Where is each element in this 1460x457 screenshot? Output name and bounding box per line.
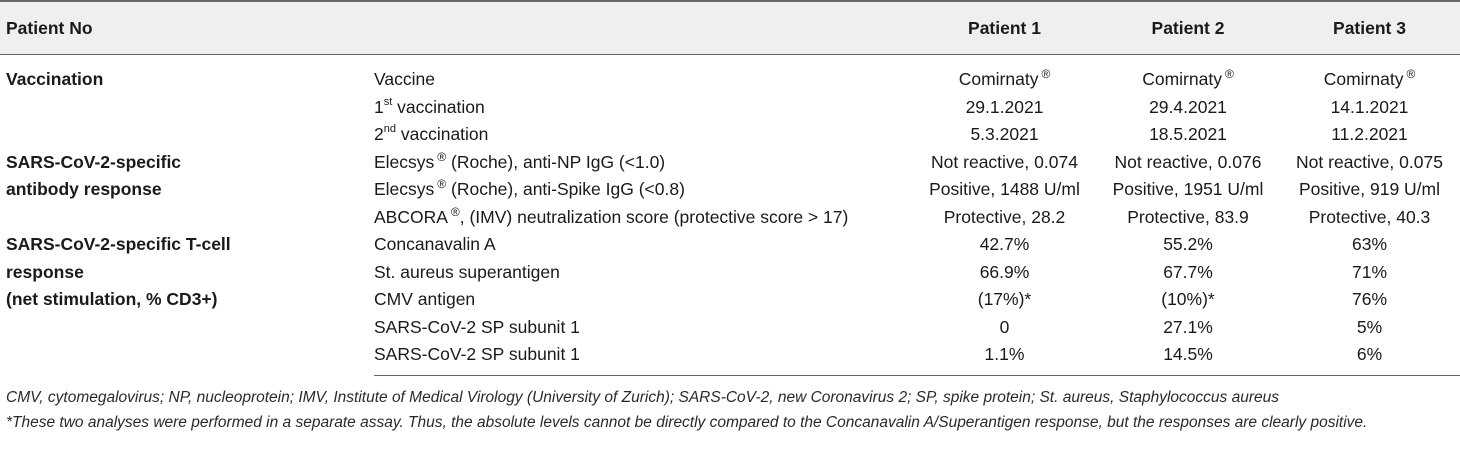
section-label-vaccination: Vaccination xyxy=(6,69,104,89)
table-row xyxy=(0,149,1460,177)
cell: (10%)* xyxy=(1161,289,1215,309)
cell: Positive, 919 U/ml xyxy=(1298,179,1441,199)
row-label: CMV antigen xyxy=(374,289,476,309)
registered-mark: ® xyxy=(1224,67,1234,81)
cell: Protective, 40.3 xyxy=(1308,206,1431,227)
row-label: SARS-CoV-2 SP subunit 1 xyxy=(374,341,912,375)
table-row xyxy=(0,55,1460,94)
row-label: 1st vaccination xyxy=(374,95,485,117)
header-patient-2: Patient 2 xyxy=(1097,1,1279,55)
cell: 14.1.2021 xyxy=(1330,96,1409,117)
row-label: ABCORA ®, (IMV) neutralization score (protective score > 17) xyxy=(374,204,849,227)
row-label: Elecsys ® (Roche), anti-NP IgG (<1.0) xyxy=(374,149,666,172)
header-patient-no: Patient No xyxy=(0,1,374,55)
cell: 66.9% xyxy=(979,261,1030,282)
section-label-antibody: SARS-CoV-2-specific antibody response xyxy=(6,151,182,199)
cell: Protective, 83.9 xyxy=(1127,206,1249,227)
table-row xyxy=(0,231,1460,259)
cell: 0 xyxy=(999,316,1010,337)
registered-mark: ® xyxy=(1041,67,1051,81)
row-label: St. aureus superantigen xyxy=(374,261,560,282)
cell: 18.5.2021 xyxy=(1149,124,1227,144)
cell: 76% xyxy=(1351,289,1388,309)
cell: 67.7% xyxy=(1163,261,1213,282)
header-patient-3: Patient 3 xyxy=(1279,1,1460,55)
row-label: SARS-CoV-2 SP subunit 1 xyxy=(374,316,580,337)
cell: Not reactive, 0.074 xyxy=(931,151,1078,172)
cell: 42.7% xyxy=(979,234,1030,254)
header-patient-1: Patient 1 xyxy=(912,1,1097,55)
cell: 5.3.2021 xyxy=(970,124,1039,144)
cell: Protective, 28.2 xyxy=(943,206,1066,227)
section-label-tcell: SARS-CoV-2-specific T-cell response (net stimulation, % CD3+) xyxy=(6,234,231,309)
cell: Positive, 1488 U/ml xyxy=(929,179,1080,199)
cell: 29.4.2021 xyxy=(1149,96,1227,117)
cell: Positive, 1951 U/ml xyxy=(1112,179,1264,199)
header-row xyxy=(0,1,1460,55)
cell: Not reactive, 0.075 xyxy=(1296,151,1443,172)
cell: 55.2% xyxy=(1163,234,1213,254)
cell: (17%)* xyxy=(977,289,1032,309)
cell: Comirnaty ® xyxy=(958,67,1051,89)
cell: Comirnaty ® xyxy=(1142,67,1234,89)
cell: 14.5% xyxy=(1097,341,1279,375)
footnote-asterisk: *These two analyses were performed in a separate assay. Thus, the absolute levels cannot be directly compared to the Concanavalin A/Superantigen response, but the responses are clearly positive. xyxy=(6,414,1368,431)
cell: 71% xyxy=(1351,261,1388,282)
footnote-abbreviations: CMV, cytomegalovirus; NP, nucleoprotein; IMV, Institute of Medical Virology (University of Zurich); SARS-CoV-2, new Coronavirus 2; SP, spike protein; St. aureus, Staphylococcus aureus xyxy=(6,389,1279,406)
cell: Not reactive, 0.076 xyxy=(1114,151,1262,172)
row-label: Vaccine xyxy=(374,69,435,89)
cell: 27.1% xyxy=(1163,316,1213,337)
cell: 63% xyxy=(1351,234,1388,254)
registered-mark: ® xyxy=(1406,67,1416,81)
row-label: Concanavalin A xyxy=(374,234,496,254)
cell: Comirnaty ® xyxy=(1323,67,1416,89)
header-blank xyxy=(374,1,912,55)
cell: 6% xyxy=(1279,341,1460,375)
cell: 5% xyxy=(1356,316,1383,337)
cell: 1.1% xyxy=(912,341,1097,375)
cell: 11.2.2021 xyxy=(1331,124,1408,144)
row-label: Elecsys ® (Roche), anti-Spike IgG (<0.8) xyxy=(374,177,685,199)
row-label: 2nd vaccination xyxy=(374,123,489,144)
cell: 29.1.2021 xyxy=(965,96,1044,117)
